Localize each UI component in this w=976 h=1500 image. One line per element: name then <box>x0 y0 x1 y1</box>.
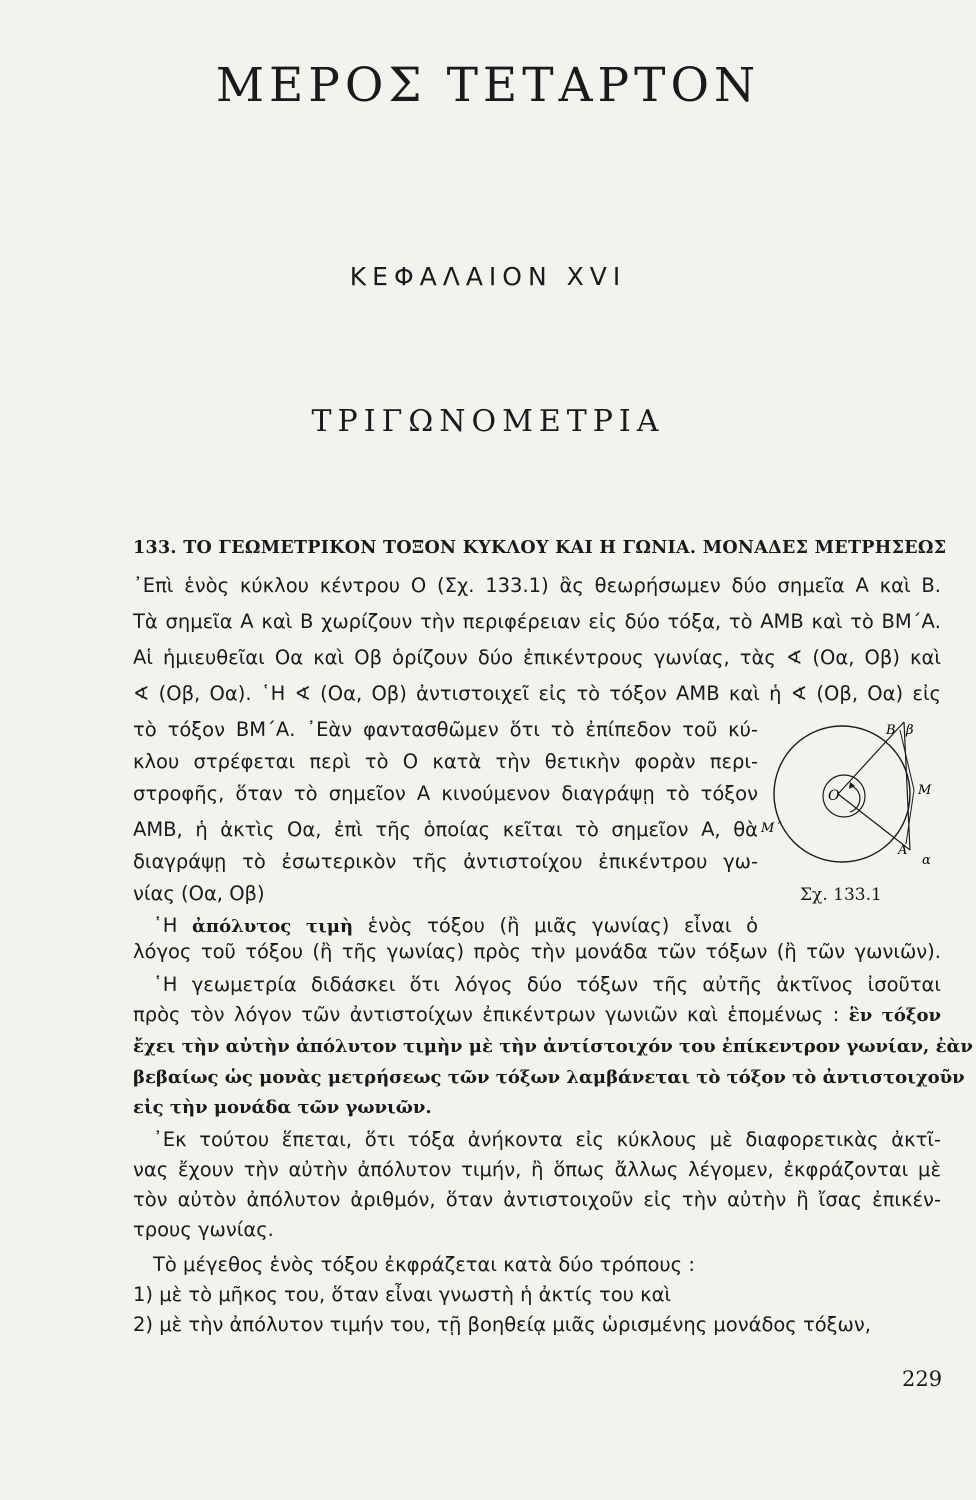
text-run: ῾Η <box>153 914 193 937</box>
paragraph-line: νας ἔχουν τὴν αὐτὴν ἀπόλυτον τιμήν, ἢ ὅπως ἄλλως λέγομεν, ἐκφράζονται μὲ <box>133 1158 941 1181</box>
paragraph-line: ἔχει τὴν αὐτὴν ἀπόλυτον τιμὴν μὲ τὴν ἀντίστοιχόν του ἐπίκεντρον γωνίαν, ἐὰν <box>133 1036 973 1057</box>
part-title: ΜΕΡΟΣ ΤΕΤΑΡΤΟΝ <box>215 58 761 113</box>
paragraph-line <box>133 1000 941 1031</box>
label-m-prime: Μ΄ <box>761 821 781 836</box>
label-b: Β <box>886 723 896 738</box>
paragraph-line: Τὰ σημεῖα Α καὶ Β χωρίζουν τὴν περιφέρειαν εἰς δύο τόξα, τὸ ΑΜΒ καὶ τὸ ΒΜ΄Α. <box>133 610 941 633</box>
paragraph-line: διαγράψῃ τὸ ἐσωτερικὸν τῆς ἀντιστοίχου ἐπικέντρου γω- <box>133 850 758 873</box>
label-beta: β <box>906 723 914 738</box>
rotation-arrow <box>849 782 855 789</box>
paragraph-line: κλου στρέφεται περὶ τὸ Ο κατὰ τὴν θετικὴν φορὰν περι- <box>133 750 758 773</box>
list-item: 1) μὲ τὸ μῆκος του, ὅταν εἶναι γνωστὴ ἡ ἀκτίς του καὶ <box>133 1283 672 1306</box>
paragraph-line: ∢ (Οβ, Οα). ῾Η ∢ (Οα, Οβ) ἀντιστοιχεῖ εἰς τὸ τόξον ΑΜΒ καὶ ἡ ∢ (Οβ, Οα) εἰς <box>133 682 941 705</box>
paragraph-line: λόγος τοῦ τόξου (ἢ τῆς γωνίας) πρὸς τὴν μονάδα τῶν τόξων (ἢ τῶν γωνιῶν). <box>133 940 941 963</box>
label-m: Μ <box>918 783 932 798</box>
outer-circle <box>774 726 910 862</box>
paragraph-line: στροφῆς, ὅταν τὸ σημεῖον Α κινούμενον διαγράψῃ τὸ τόξον <box>133 782 758 805</box>
paragraph-line: εἰς τὴν μονάδα τῶν γωνιῶν. <box>133 1097 432 1118</box>
paragraph-line: τὸ τόξον ΒΜ΄Α. ᾿Εὰν φαντασθῶμεν ὅτι τὸ ἐπίπεδον τοῦ κύ- <box>133 718 758 741</box>
text-run: ἑνὸς τόξου (ἢ μιᾶς γωνίας) εἶναι ὁ <box>353 914 758 937</box>
paragraph-line: ῾Η γεωμετρία διδάσκει ὅτι λόγος δύο τόξων τῆς αὐτῆς ἀκτῖνος ἰσοῦται <box>153 973 941 996</box>
paragraph-line: νίας (Οα, Οβ) <box>133 882 265 905</box>
bold-term: ἀπόλυτος τιμὴ <box>192 916 354 937</box>
paragraph-line: Αἱ ἡμιευθεῖαι Οα καὶ Οβ ὁρίζουν δύο ἐπικέντρους γωνίας, τὰς ∢ (Οα, Οβ) καὶ <box>133 646 941 669</box>
text-run: πρὸς τὸν λόγον τῶν ἀντιστοίχων ἐπικέντρων γωνιῶν καὶ ἑπομένως : <box>133 1003 849 1026</box>
label-o: Ο <box>828 788 840 804</box>
paragraph-line: Τὸ μέγεθος ἑνὸς τόξου ἐκφράζεται κατὰ δύο τρόπους : <box>153 1253 695 1276</box>
circle-figure <box>758 720 938 885</box>
paragraph-line: τρους γωνίας. <box>133 1218 274 1241</box>
rotation-arc <box>850 786 860 812</box>
bold-term: ἓν τόξον <box>848 1005 941 1026</box>
figure-caption: Σχ. 133.1 <box>800 885 882 905</box>
subject-title: ΤΡΙΓΩΝΟΜΕΤΡΙΑ <box>311 404 665 439</box>
label-alpha: α <box>922 853 931 868</box>
paragraph-line: τὸν αὐτὸν ἀπόλυτον ἀριθμόν, ὅταν ἀντιστοιχοῦν εἰς τὴν αὐτὴν ἢ ἴσας ἐπικέν- <box>133 1188 941 1211</box>
paragraph-line: ᾿Επὶ ἑνὸς κύκλου κέντρου Ο (Σχ. 133.1) ἂς θεωρήσωμεν δύο σημεῖα Α καὶ Β. <box>133 574 941 597</box>
paragraph-line: ᾿Εκ τούτου ἕπεται, ὅτι τόξα ἀνήκοντα εἰς κύκλους μὲ διαφορετικὰς ἀκτῖ- <box>153 1128 941 1151</box>
label-a: Α <box>898 843 908 858</box>
section-heading: 133. ΤΟ ΓΕΩΜΕΤΡΙΚΟΝ ΤΟΞΟΝ ΚΥΚΛΟΥ ΚΑΙ Η ΓΩΝΙΑ. ΜΟΝΑΔΕΣ ΜΕΤΡΗΣΕΩΣ <box>133 538 947 558</box>
list-item: 2) μὲ τὴν ἀπόλυτον τιμήν του, τῇ βοηθείᾳ μιᾶς ὡρισμένης μονάδος τόξων, <box>133 1313 871 1336</box>
page-number: 229 <box>902 1367 943 1391</box>
paragraph-line: βεβαίως ὡς μονὰς μετρήσεως τῶν τόξων λαμβάνεται τὸ τόξον τὸ ἀντιστοιχοῦν <box>133 1067 965 1088</box>
paragraph-line: ΑΜΒ, ἡ ἀκτὶς Οα, ἐπὶ τῆς ὁποίας κεῖται τὸ σημεῖον Α, θὰ <box>133 818 758 841</box>
ray-oa <box>838 794 910 850</box>
chapter-title: ΚΕΦΑΛΑΙΟΝ XVI <box>349 262 627 291</box>
